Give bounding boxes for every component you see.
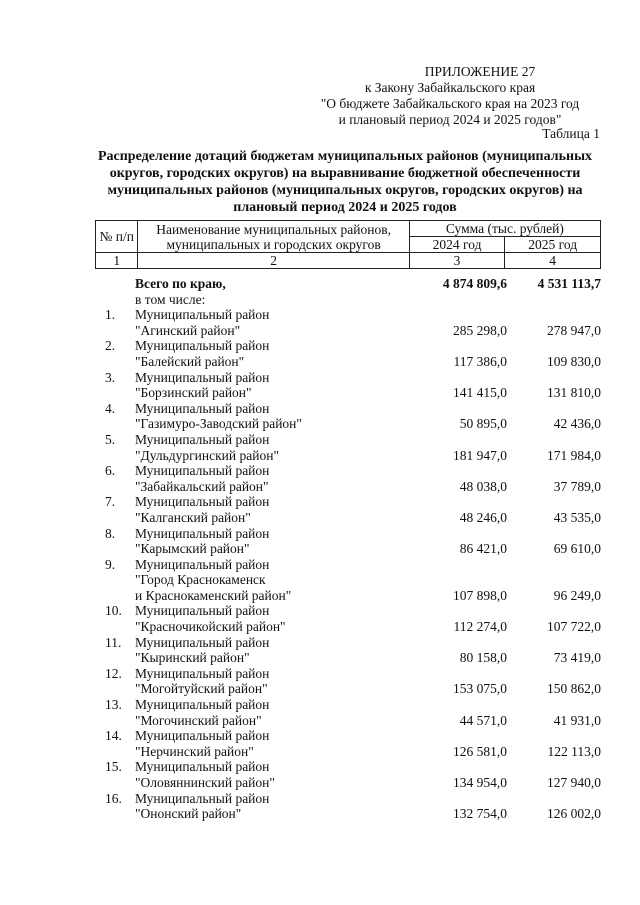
municipality-name-line: "Могочинский район" [135, 712, 262, 728]
table-row [95, 401, 601, 432]
municipality-name-line: Муниципальный район [135, 525, 270, 541]
table-row [95, 526, 601, 557]
table-row [95, 370, 601, 401]
value-2024: 285 298,0 [453, 322, 507, 338]
value-2024: 132 754,0 [453, 806, 507, 822]
municipality-name [135, 432, 415, 463]
table-row [95, 666, 601, 697]
table-row [95, 307, 601, 338]
subtotal-note: в том числе: [135, 291, 206, 307]
municipality-name-line: "Кыринский район" [135, 650, 250, 666]
municipality-name-line: "Нерчинский район" [135, 743, 254, 759]
municipality-name-line: Муниципальный район [135, 369, 270, 385]
municipality-name-line: Муниципальный район [135, 665, 270, 681]
value-2024: 86 421,0 [459, 541, 507, 557]
col-index: 1 [96, 253, 138, 269]
value-2024: 48 038,0 [459, 478, 507, 494]
municipality-name-line: "Агинский район" [135, 322, 241, 338]
subtotal-note-row [95, 292, 601, 308]
value-2025: 278 947,0 [547, 322, 601, 338]
value-2025: 42 436,0 [553, 416, 601, 432]
value-2025: 127 940,0 [547, 775, 601, 790]
municipality-name-line: Муниципальный район [135, 728, 270, 744]
col-index: 2 [138, 253, 409, 269]
municipality-name-line: "Могойтуйский район" [135, 681, 268, 697]
municipality-name-line: "Балейский район" [135, 353, 245, 369]
municipality-name [135, 759, 415, 790]
value-2025: 43 535,0 [553, 509, 601, 525]
law-period: и плановый период 2024 и 2025 годов" [338, 112, 562, 127]
value-2024: 181 947,0 [453, 447, 507, 463]
table-row [95, 494, 601, 525]
col-name-header: Наименование муниципальных районов, муниципальных и городских округов [138, 221, 409, 253]
table-row [95, 635, 601, 666]
table-row [95, 697, 601, 728]
municipality-name-line: Муниципальный район [135, 697, 270, 713]
value-2025: 41 931,0 [553, 712, 601, 728]
value-2025: 122 113,0 [547, 743, 601, 759]
value-2025: 73 419,0 [553, 650, 601, 666]
row-number: 16. [105, 790, 122, 806]
municipality-name-line: Муниципальный район [135, 307, 270, 323]
municipality-name-line: "Город Краснокаменск [135, 572, 266, 588]
municipality-name-line: Муниципальный район [135, 603, 270, 619]
row-number: 6. [105, 463, 116, 479]
total-2025: 4 531 113,7 [537, 276, 601, 291]
table-row [95, 432, 601, 463]
col-2025-header: 2025 год [505, 237, 601, 253]
row-number: 2. [105, 338, 116, 354]
municipality-name [135, 557, 415, 604]
municipality-name [135, 463, 415, 494]
municipality-name-line: "Красночикойский район" [135, 619, 286, 635]
row-number: 13. [105, 697, 122, 713]
municipality-name [135, 494, 415, 525]
municipality-name-line: Муниципальный район [135, 400, 270, 416]
municipality-name-line: Муниципальный район [135, 463, 270, 479]
value-2024: 80 158,0 [459, 650, 507, 666]
value-2025: 96 249,0 [553, 587, 601, 603]
municipality-name-line: Муниципальный район [135, 338, 270, 354]
col-num-header: № п/п [96, 221, 138, 253]
value-2024: 117 386,0 [453, 353, 507, 369]
municipality-name-line: "Калганский район" [135, 509, 251, 525]
value-2025: 107 722,0 [547, 619, 601, 635]
value-2025: 37 789,0 [553, 478, 601, 494]
municipality-name-line: "Ононский район" [135, 806, 242, 822]
row-number: 5. [105, 431, 116, 447]
value-2024: 50 895,0 [459, 416, 507, 432]
row-number: 11. [105, 634, 122, 650]
municipality-name [135, 728, 415, 759]
value-2024: 153 075,0 [453, 681, 507, 697]
municipality-name [135, 526, 415, 557]
value-2024: 112 274,0 [453, 619, 507, 635]
municipality-name-line: Муниципальный район [135, 790, 270, 806]
appendix-number: ПРИЛОЖЕНИЕ 27 [424, 64, 536, 79]
municipality-list [95, 307, 601, 822]
municipality-name [135, 697, 415, 728]
row-number: 15. [105, 759, 122, 775]
col-sum-header: Сумма (тыс. рублей) [409, 221, 600, 237]
municipality-name-line: Муниципальный район [135, 634, 270, 650]
table-row [95, 603, 601, 634]
municipality-name-line: и Краснокаменский район" [135, 587, 292, 603]
row-number: 1. [105, 307, 116, 323]
law-title: "О бюджете Забайкальского края на 2023 год [320, 96, 580, 111]
col-index: 4 [505, 253, 601, 269]
table-label: Таблица 1 [542, 126, 600, 141]
value-2024: 141 415,0 [453, 385, 507, 401]
total-row [95, 276, 601, 292]
row-number: 14. [105, 728, 122, 744]
municipality-name-line: "Карымский район" [135, 541, 250, 557]
municipality-name [135, 603, 415, 634]
value-2024: 48 246,0 [459, 509, 507, 525]
value-2024: 126 581,0 [453, 743, 507, 759]
row-number: 4. [105, 400, 116, 416]
table-row [95, 791, 601, 822]
row-number: 7. [105, 494, 116, 510]
value-2025: 109 830,0 [547, 353, 601, 369]
value-2025: 131 810,0 [547, 385, 601, 401]
municipality-name [135, 666, 415, 697]
value-2025: 126 002,0 [547, 806, 601, 822]
municipality-name [135, 338, 415, 369]
value-2025: 171 984,0 [547, 447, 601, 463]
municipality-name-line: "Забайкальский район" [135, 478, 269, 494]
col-2024-header: 2024 год [409, 237, 505, 253]
municipality-name-line: "Борзинский район" [135, 385, 252, 401]
municipality-name-line: "Дульдургинский район" [135, 447, 279, 463]
municipality-name-line: "Оловяннинский район" [135, 775, 275, 790]
row-number: 3. [105, 369, 116, 385]
municipality-name [135, 791, 415, 822]
municipality-name-line: Муниципальный район [135, 494, 270, 510]
row-number: 12. [105, 665, 122, 681]
law-reference: к Закону Забайкальского края [364, 80, 536, 95]
value-2025: 150 862,0 [547, 681, 601, 697]
table-body [95, 276, 601, 822]
value-2024: 44 571,0 [459, 712, 507, 728]
table-row [95, 728, 601, 759]
municipality-name-line: "Газимуро-Заводский район" [135, 416, 302, 432]
municipality-name [135, 307, 415, 338]
col-index: 3 [409, 253, 505, 269]
municipality-name-line: Муниципальный район [135, 759, 270, 775]
row-number: 10. [105, 603, 122, 619]
value-2024: 107 898,0 [453, 587, 507, 603]
municipality-name-line: Муниципальный район [135, 556, 270, 572]
total-2024: 4 874 809,6 [442, 276, 507, 291]
municipality-name [135, 370, 415, 401]
table-row [95, 338, 601, 369]
document-title: Распределение дотаций бюджетам муниципальных районов (муниципальных округов, городских округов) на выравнивание бюджетной обеспеченности муниципальных районов (муниципальных округов, городских округов) на плановый период 2024 и 2025 годов [97, 149, 593, 215]
total-label: Всего по краю, [135, 276, 226, 291]
table-row [95, 759, 601, 790]
table-row [95, 463, 601, 494]
municipality-name-line: Муниципальный район [135, 431, 270, 447]
municipality-name [135, 635, 415, 666]
value-2025: 69 610,0 [553, 541, 601, 557]
table-header [95, 220, 601, 269]
appendix-header [300, 64, 600, 128]
municipality-name [135, 401, 415, 432]
value-2024: 134 954,0 [453, 775, 507, 790]
table-row [95, 557, 601, 604]
row-number: 9. [105, 556, 116, 572]
row-number: 8. [105, 525, 116, 541]
